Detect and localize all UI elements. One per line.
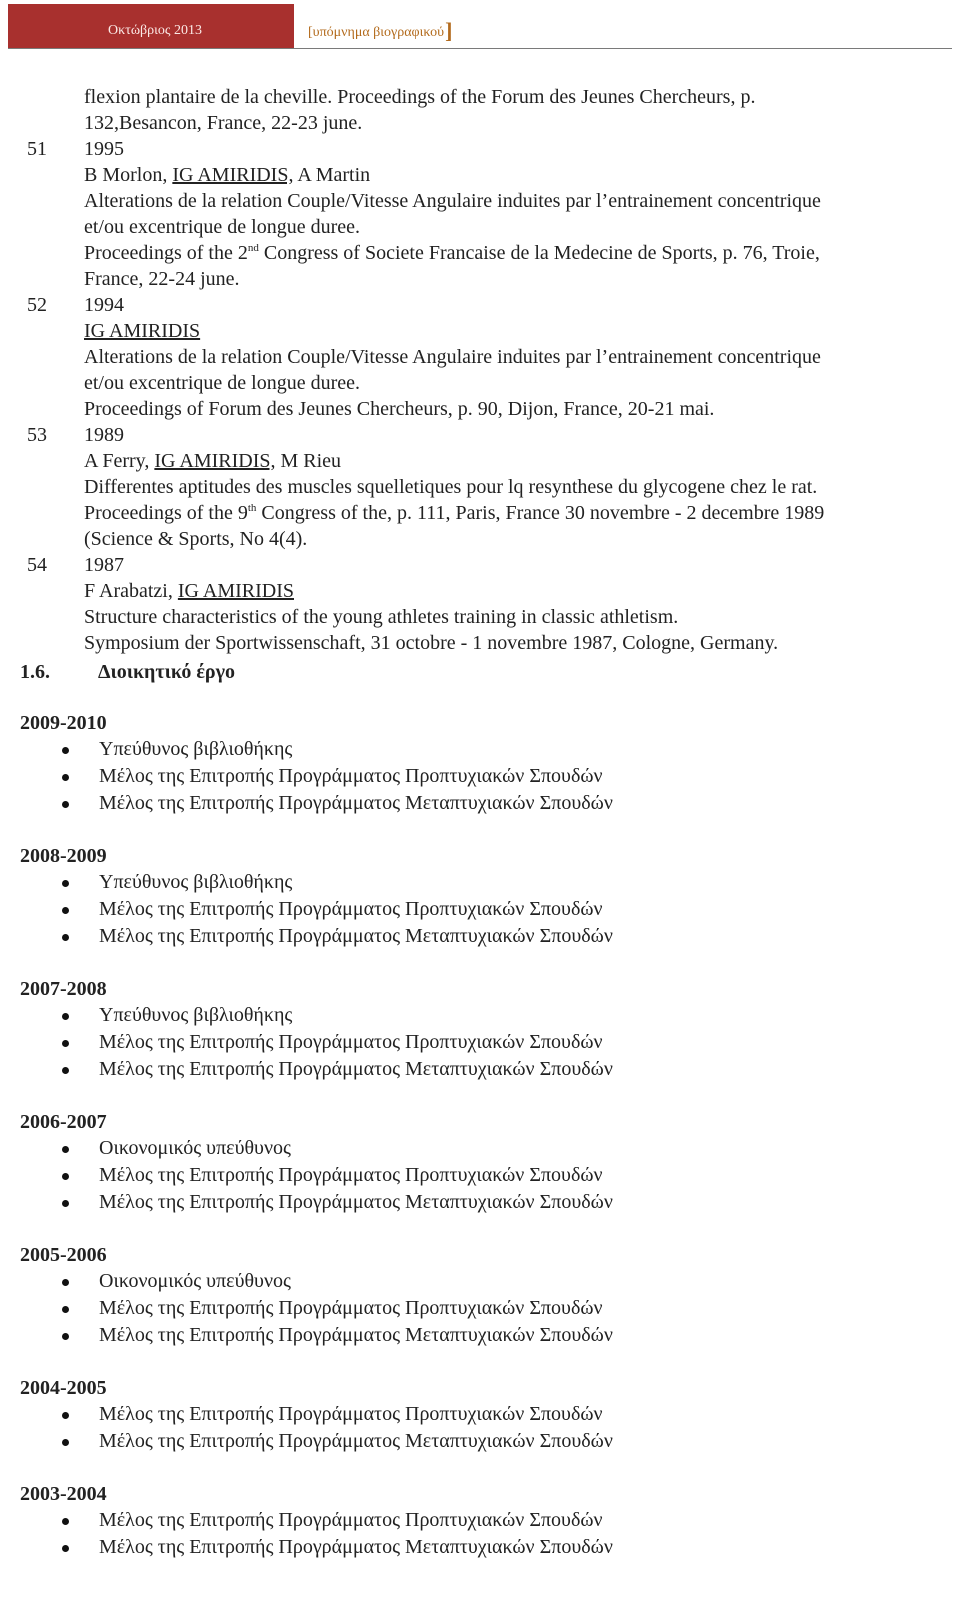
publication-authors <box>84 578 294 604</box>
administrative-duties <box>0 710 960 1587</box>
publication-line <box>0 84 960 110</box>
header-date: Οκτώβριος 2013 <box>108 23 202 38</box>
year-heading: 2005-2006 <box>20 1244 107 1266</box>
publication-line <box>0 292 960 318</box>
section-heading <box>20 659 235 685</box>
publication-line <box>0 162 960 188</box>
duty-text: Μέλος της Επιτροπής Προγράμματος Προπτυχιακών Σπουδών <box>99 1031 603 1053</box>
bullet-icon <box>62 934 69 941</box>
duty-item <box>0 1002 960 1029</box>
proceedings-text: Congress of the, p. 111, Paris, France 30 novembre - 2 decembre 1989 <box>256 502 825 524</box>
publication-line <box>0 136 960 162</box>
publication-number: 53 <box>27 424 47 446</box>
publication-authors <box>84 318 200 344</box>
continuation-text: 132,Besancon, France, 22-23 june. <box>84 112 363 134</box>
publication-number: 52 <box>27 294 47 316</box>
duty-item <box>0 1029 960 1056</box>
duty-item <box>0 1162 960 1189</box>
bullet-icon <box>62 1439 69 1446</box>
publication-line <box>0 604 960 630</box>
duty-item <box>0 896 960 923</box>
duty-text: Υπεύθυνος βιβλιοθήκης <box>99 738 293 760</box>
duty-text: Μέλος της Επιτροπής Προγράμματος Προπτυχιακών Σπουδών <box>99 1509 603 1531</box>
duty-item <box>0 790 960 817</box>
duty-item <box>0 1401 960 1428</box>
publication-line <box>0 188 960 214</box>
duty-item <box>0 923 960 950</box>
publication-year: 1995 <box>84 138 124 160</box>
author-highlighted: IG AMIRIDIS <box>84 320 201 342</box>
bullet-icon <box>62 907 69 914</box>
duty-item <box>0 1135 960 1162</box>
publication-title: Alterations de la relation Couple/Vitesse Angulaire induites par l’entrainement concentrique <box>84 346 821 368</box>
publication-line <box>0 474 960 500</box>
publication-year: 1987 <box>84 554 124 576</box>
publication-authors <box>84 448 341 474</box>
author-text: B Morlon, <box>84 164 173 186</box>
duty-item <box>0 1189 960 1216</box>
publication-line <box>0 318 960 344</box>
bullet-icon <box>62 1412 69 1419</box>
duty-item <box>0 1534 960 1561</box>
ordinal-suffix: nd <box>247 242 259 254</box>
publication-line <box>0 110 960 136</box>
proceedings-text: Proceedings of the 2 <box>84 242 248 264</box>
author-highlighted: IG AMIRIDIS, <box>172 164 294 186</box>
publication-year: 1994 <box>84 294 124 316</box>
bullet-icon <box>62 1279 69 1286</box>
publication-proceedings: France, 22-24 june. <box>84 268 240 290</box>
author-text: F Arabatzi, <box>84 580 178 602</box>
duty-item <box>0 869 960 896</box>
ordinal-suffix: th <box>247 502 257 514</box>
bullet-icon <box>62 1146 69 1153</box>
year-block <box>0 976 960 1083</box>
publication-line <box>0 448 960 474</box>
author-highlighted: IG AMIRIDIS <box>177 580 294 602</box>
year-block <box>0 1242 960 1349</box>
duty-text: Μέλος της Επιτροπής Προγράμματος Μεταπτυχιακών Σπουδών <box>99 792 613 814</box>
bullet-icon <box>62 747 69 754</box>
bullet-icon <box>62 1518 69 1525</box>
publication-year: 1989 <box>84 424 124 446</box>
year-block <box>0 1375 960 1455</box>
publication-line <box>0 370 960 396</box>
publication-line <box>0 344 960 370</box>
publication-line <box>0 552 960 578</box>
year-heading: 2007-2008 <box>20 978 107 1000</box>
header-divider <box>8 48 952 49</box>
publication-line <box>0 396 960 422</box>
author-text: A Ferry, <box>84 450 155 472</box>
publication-number: 51 <box>27 138 47 160</box>
publication-line <box>0 500 960 526</box>
publication-proceedings: (Science & Sports, No 4(4). <box>84 528 308 550</box>
bullet-icon <box>62 1306 69 1313</box>
publication-line <box>0 526 960 552</box>
bullet-icon <box>62 1040 69 1047</box>
duty-text: Υπεύθυνος βιβλιοθήκης <box>99 1004 293 1026</box>
bullet-icon <box>62 774 69 781</box>
year-block <box>0 1481 960 1561</box>
year-block <box>0 1109 960 1216</box>
duty-text: Μέλος της Επιτροπής Προγράμματος Μεταπτυχιακών Σπουδών <box>99 925 613 947</box>
publication-line <box>0 422 960 448</box>
author-text: A Martin <box>293 164 371 186</box>
publication-title: et/ou excentrique de longue duree. <box>84 216 360 238</box>
publication-number: 54 <box>27 554 47 576</box>
duty-text: Μέλος της Επιτροπής Προγράμματος Μεταπτυχιακών Σπουδών <box>99 1324 613 1346</box>
bullet-icon <box>62 1333 69 1340</box>
duty-text: Μέλος της Επιτροπής Προγράμματος Προπτυχιακών Σπουδών <box>99 1297 603 1319</box>
publication-title: Differentes aptitudes des muscles squelletiques pour lq resynthese du glycogene chez le rat. <box>84 476 818 498</box>
bullet-icon <box>62 1545 69 1552</box>
duty-item <box>0 1268 960 1295</box>
publication-proceedings <box>84 240 820 266</box>
publication-line <box>0 578 960 604</box>
bullet-icon <box>62 801 69 808</box>
section-number: 1.6. <box>20 661 50 683</box>
duty-text: Οικονομικός υπεύθυνος <box>99 1270 291 1292</box>
duty-text: Μέλος της Επιτροπής Προγράμματος Μεταπτυχιακών Σπουδών <box>99 1536 613 1558</box>
publication-proceedings <box>84 500 824 526</box>
publication-line <box>0 240 960 266</box>
duty-item <box>0 1507 960 1534</box>
duty-text: Μέλος της Επιτροπής Προγράμματος Μεταπτυχιακών Σπουδών <box>99 1430 613 1452</box>
bullet-icon <box>62 1173 69 1180</box>
author-text: M Rieu <box>275 450 342 472</box>
duty-item <box>0 1322 960 1349</box>
year-heading: 2008-2009 <box>20 845 107 867</box>
duty-text: Μέλος της Επιτροπής Προγράμματος Μεταπτυχιακών Σπουδών <box>99 1191 613 1213</box>
year-block <box>0 710 960 817</box>
duty-item <box>0 1295 960 1322</box>
year-heading: 2003-2004 <box>20 1483 107 1505</box>
duty-text: Υπεύθυνος βιβλιοθήκης <box>99 871 293 893</box>
year-block <box>0 843 960 950</box>
duty-item <box>0 1056 960 1083</box>
year-heading: 2004-2005 <box>20 1377 107 1399</box>
publication-line <box>0 266 960 292</box>
duty-text: Μέλος της Επιτροπής Προγράμματος Προπτυχιακών Σπουδών <box>99 765 603 787</box>
bullet-icon <box>62 1200 69 1207</box>
publication-title: Alterations de la relation Couple/Vitesse Angulaire induites par l’entrainement concentrique <box>84 190 821 212</box>
continuation-text: flexion plantaire de la cheville. Proceedings of the Forum des Jeunes Chercheurs, p. <box>84 86 756 108</box>
publication-line <box>0 214 960 240</box>
section-title: Διοικητικό έργο <box>98 661 235 683</box>
header-title <box>308 4 452 48</box>
bullet-icon <box>62 1013 69 1020</box>
duty-text: Μέλος της Επιτροπής Προγράμματος Μεταπτυχιακών Σπουδών <box>99 1058 613 1080</box>
header-title-text: [υπόμνημα βιογραφικού <box>308 25 445 40</box>
proceedings-text: Proceedings of the 9 <box>84 502 248 524</box>
publication-title: et/ou excentrique de longue duree. <box>84 372 360 394</box>
publication-list <box>0 84 960 656</box>
header-title-bracket: ] <box>445 18 453 43</box>
year-heading: 2009-2010 <box>20 712 107 734</box>
duty-text: Οικονομικός υπεύθυνος <box>99 1137 291 1159</box>
duty-text: Μέλος της Επιτροπής Προγράμματος Προπτυχιακών Σπουδών <box>99 1403 603 1425</box>
duty-text: Μέλος της Επιτροπής Προγράμματος Προπτυχιακών Σπουδών <box>99 1164 603 1186</box>
publication-title: Structure characteristics of the young athletes training in classic athletism. <box>84 606 679 628</box>
duty-item <box>0 1428 960 1455</box>
year-heading: 2006-2007 <box>20 1111 107 1133</box>
duty-item <box>0 736 960 763</box>
publication-proceedings: Proceedings of Forum des Jeunes Chercheurs, p. 90, Dijon, France, 20-21 mai. <box>84 398 715 420</box>
page-header <box>8 4 952 48</box>
duty-item <box>0 763 960 790</box>
bullet-icon <box>62 1067 69 1074</box>
publication-authors <box>84 162 370 188</box>
duty-text: Μέλος της Επιτροπής Προγράμματος Προπτυχιακών Σπουδών <box>99 898 603 920</box>
author-highlighted: IG AMIRIDIS, <box>154 450 276 472</box>
bullet-icon <box>62 880 69 887</box>
publication-line <box>0 630 960 656</box>
proceedings-text: Congress of Societe Francaise de la Medecine de Sports, p. 76, Troie, <box>258 242 820 264</box>
publication-proceedings: Symposium der Sportwissenschaft, 31 octobre - 1 novembre 1987, Cologne, Germany. <box>84 632 779 654</box>
